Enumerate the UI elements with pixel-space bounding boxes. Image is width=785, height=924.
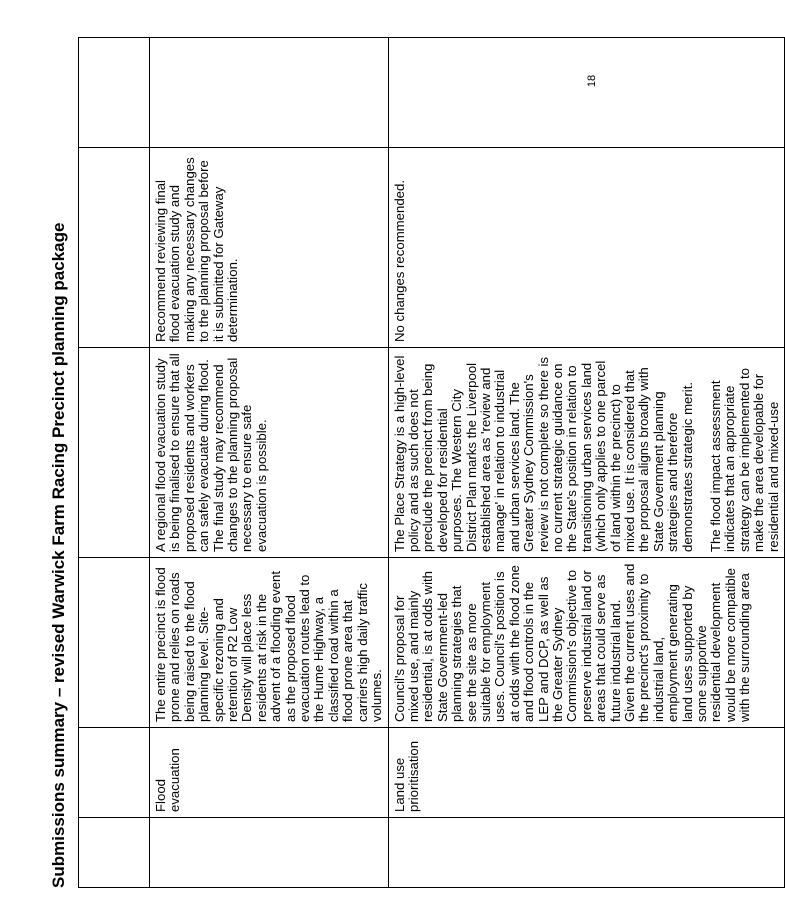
submission-cell — [388, 558, 785, 728]
issue-cell — [388, 728, 785, 818]
header-cell — [79, 148, 150, 348]
recommendation-cell — [388, 148, 785, 348]
page-number: 18 — [586, 74, 599, 88]
response-text: A regional flood evacuation study is being finalised to ensure that all proposed residents and workers can safely evacuate during flood. The final study may recommend changes to the planning proposal necessary to ensure safe evacuation is possible. — [153, 353, 269, 552]
table-header-row — [79, 38, 150, 888]
recommendation-text: No changes recommended. — [391, 179, 407, 342]
issue-text: Land use prioritisation — [391, 740, 421, 812]
submission-text: The entire precinct is flood prone and relies on roads being raised to the flood planning level. Site-specific rezoning and retention of R2 Low Density will place less residents at risk in the advent of a flooding event as the proposed flood evacuation routes lead to the Hume Highway, a classified road within a flood prone area that carriers high daily traffic volumes. — [153, 567, 385, 722]
page-title: Submissions summary – revised Warwick Farm Racing Precinct planning package — [49, 222, 68, 888]
submission-text: Council's proposal for mixed use, and mainly residential, is at odds with State Government-led planning strategies that see the site as more suitable for employment uses. Council's position is at odds with the flood zone and flood controls in the LEP and DCP, as well as the Greater Sydney Commission's objective to preserve industrial land or areas that could serve as future industrial land. Given the current uses and the precinct's proximity to industrial land, employment generating land uses supported by some supportive residential development would be more compatible with the surrounding area — [391, 563, 753, 722]
table-row — [150, 38, 389, 888]
header-cell — [79, 38, 150, 148]
empty-cell — [388, 38, 785, 148]
response-cell — [150, 348, 389, 558]
submission-cell — [150, 558, 389, 728]
issue-text: Flood evacuation — [153, 748, 183, 812]
empty-cell — [388, 818, 785, 888]
response-cell — [388, 348, 785, 558]
recommendation-cell — [150, 148, 389, 348]
table-row — [388, 38, 785, 888]
response-text: The Place Strategy is a high-level policy and as such does not preclude the precinct from being developed for residential purposes. The Western City District Plan marks the Liverpool established area as 'review and manage' in relation to industrial and urban services land. The Greater Sydney Commission's review is not complete so there is no current strategic guidance on the State's position in relation to transitioning urban services land (which only applies to one parcel of land within the precinct) to mixed use. It is considered that the proposal aligns broadly with State Government planning strategies and therefore demonstrates strategic merit. — [391, 355, 695, 552]
submissions-table — [78, 37, 785, 888]
header-cell — [79, 348, 150, 558]
empty-cell — [150, 38, 389, 148]
header-cell — [79, 558, 150, 728]
response-text: The flood impact assessment indicates that an appropriate strategy can be implemented to make the area developable for residential and mixed-use — [708, 368, 781, 552]
header-cell — [79, 818, 150, 888]
header-cell — [79, 728, 150, 818]
recommendation-text: Recommend reviewing final flood evacuation study and making any necessary changes to the planning proposal before it is submitted for Gateway determination. — [153, 157, 241, 342]
issue-cell — [150, 728, 389, 818]
empty-cell — [150, 818, 389, 888]
